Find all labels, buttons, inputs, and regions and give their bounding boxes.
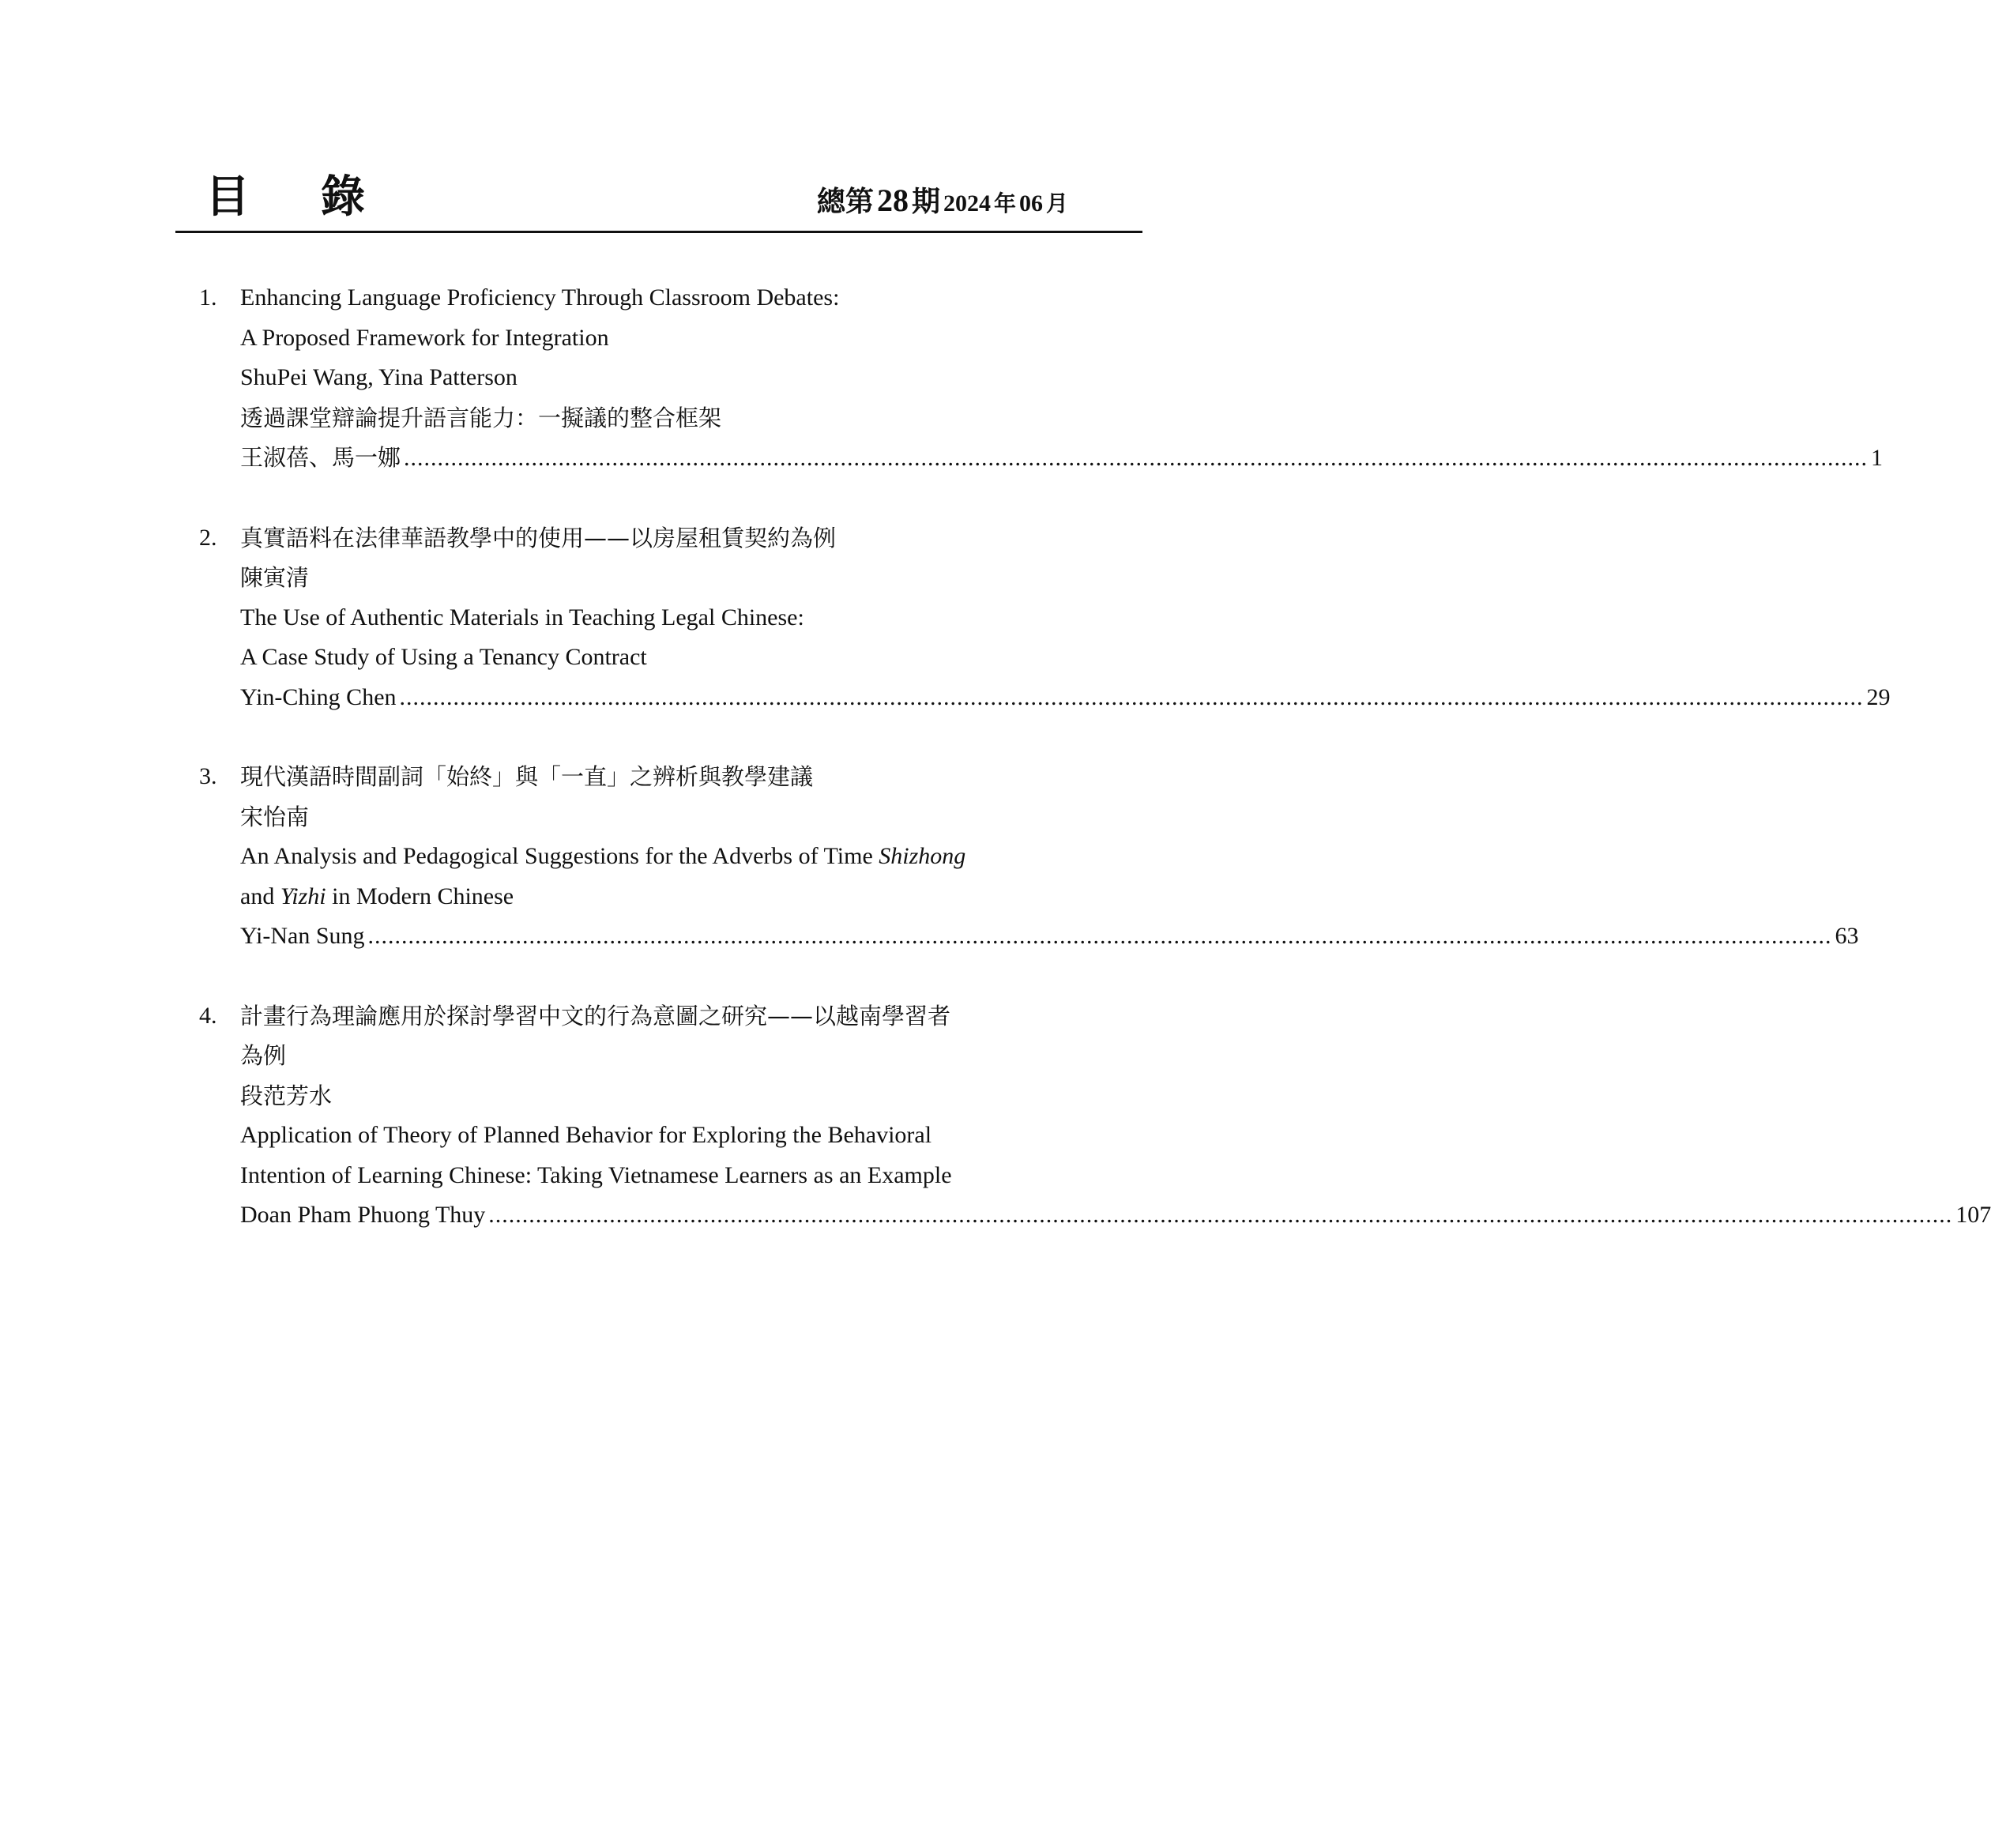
- header-rule: [175, 231, 1142, 233]
- issue-label-post: 期: [911, 186, 940, 217]
- entry-title-en-text: An Analysis and Pedagogical Suggestions for the Adverbs of Time: [240, 843, 879, 869]
- issue-year-label: 年: [993, 192, 1016, 216]
- toc-entry: [0, 518, 1891, 718]
- entry-authors-en: Yi-Nan Sung: [240, 923, 365, 949]
- issue-number: 28: [876, 183, 909, 218]
- issue-year: 2024: [943, 190, 991, 216]
- dot-leader: ..........................................................................................................................................................................................................................: [488, 1202, 1953, 1228]
- entry-number: 4.: [199, 1002, 217, 1029]
- entry-title-en-italic: Yizhi: [280, 883, 326, 909]
- entry-title-zh: 計畫行為理論應用於探討學習中文的行為意圖之研究——以越南學習者: [240, 1002, 951, 1029]
- entry-number: 3.: [199, 763, 217, 789]
- issue-month-label: 月: [1045, 192, 1068, 216]
- entry-author-page-line[interactable]: [240, 1195, 1991, 1236]
- issue-label-pre: 總第: [816, 186, 874, 217]
- entry-title-zh-cont: 為例: [240, 1042, 287, 1069]
- entry-title-zh: 透過課堂辯論提升語言能力：一擬議的整合框架: [240, 404, 722, 431]
- page-title: 目 錄: [205, 173, 395, 222]
- dot-leader: ..........................................................................................................................................................................................................................: [404, 445, 1869, 471]
- entry-title-zh: 真實語料在法律華語教學中的使用——以房屋租賃契約為例: [240, 524, 837, 551]
- entry-author-page-line[interactable]: [240, 678, 1891, 718]
- entry-number: 2.: [199, 524, 217, 551]
- issue-month: 06: [1018, 190, 1043, 216]
- issue-info: [817, 185, 1068, 224]
- toc-list: [0, 278, 1991, 1275]
- toc-entry: [0, 278, 1884, 479]
- entry-authors-en: ShuPei Wang, Yina Patterson: [240, 364, 518, 390]
- entry-title-en-cont: A Proposed Framework for Integration: [240, 324, 609, 351]
- entry-title-en-text: and: [240, 883, 280, 909]
- entry-title-en-text: in Modern Chinese: [326, 883, 514, 909]
- entry-author-page-line[interactable]: [240, 438, 1884, 479]
- toc-entry: [0, 996, 1991, 1236]
- entry-title-en-italic: Shizhong: [879, 843, 966, 869]
- entry-title-en-cont: [240, 877, 1093, 917]
- entry-authors-zh: 段范芳水: [240, 1082, 333, 1109]
- dot-leader: ..........................................................................................................................................................................................................................: [367, 923, 1832, 949]
- entry-title-en: The Use of Authentic Materials in Teaching Legal Chinese:: [240, 604, 804, 630]
- entry-page-number: 29: [1866, 683, 1891, 710]
- toc-header: [175, 169, 1139, 234]
- entry-title-en: Application of Theory of Planned Behavior for Exploring the Behavioral: [240, 1122, 932, 1148]
- entry-title-zh: 現代漢語時間副詞「始終」與「一直」之辨析與教學建議: [240, 763, 814, 790]
- entry-title-en-cont: Intention of Learning Chinese: Taking Vietnamese Learners as an Example: [240, 1161, 952, 1188]
- entry-authors-zh: 王淑蓓、馬一娜: [240, 444, 401, 471]
- entry-author-page-line[interactable]: [240, 916, 1859, 957]
- entry-title-en: [240, 837, 1093, 877]
- entry-authors-zh: 宋怡南: [240, 803, 310, 830]
- entry-page-number: 107: [1955, 1202, 1991, 1228]
- entry-title-en: Enhancing Language Proficiency Through Classroom Debates:: [240, 284, 840, 311]
- entry-authors-en: Doan Pham Phuong Thuy: [240, 1202, 486, 1228]
- entry-number: 1.: [199, 284, 217, 311]
- entry-page-number: 63: [1835, 923, 1859, 949]
- entry-page-number: 1: [1871, 445, 1884, 471]
- toc-entry: [0, 757, 1859, 957]
- entry-authors-en: Yin-Ching Chen: [240, 683, 397, 710]
- entry-title-en-cont: A Case Study of Using a Tenancy Contract: [240, 644, 647, 670]
- dot-leader: ..........................................................................................................................................................................................................................: [399, 683, 1864, 710]
- entry-authors-zh: 陳寅清: [240, 564, 310, 591]
